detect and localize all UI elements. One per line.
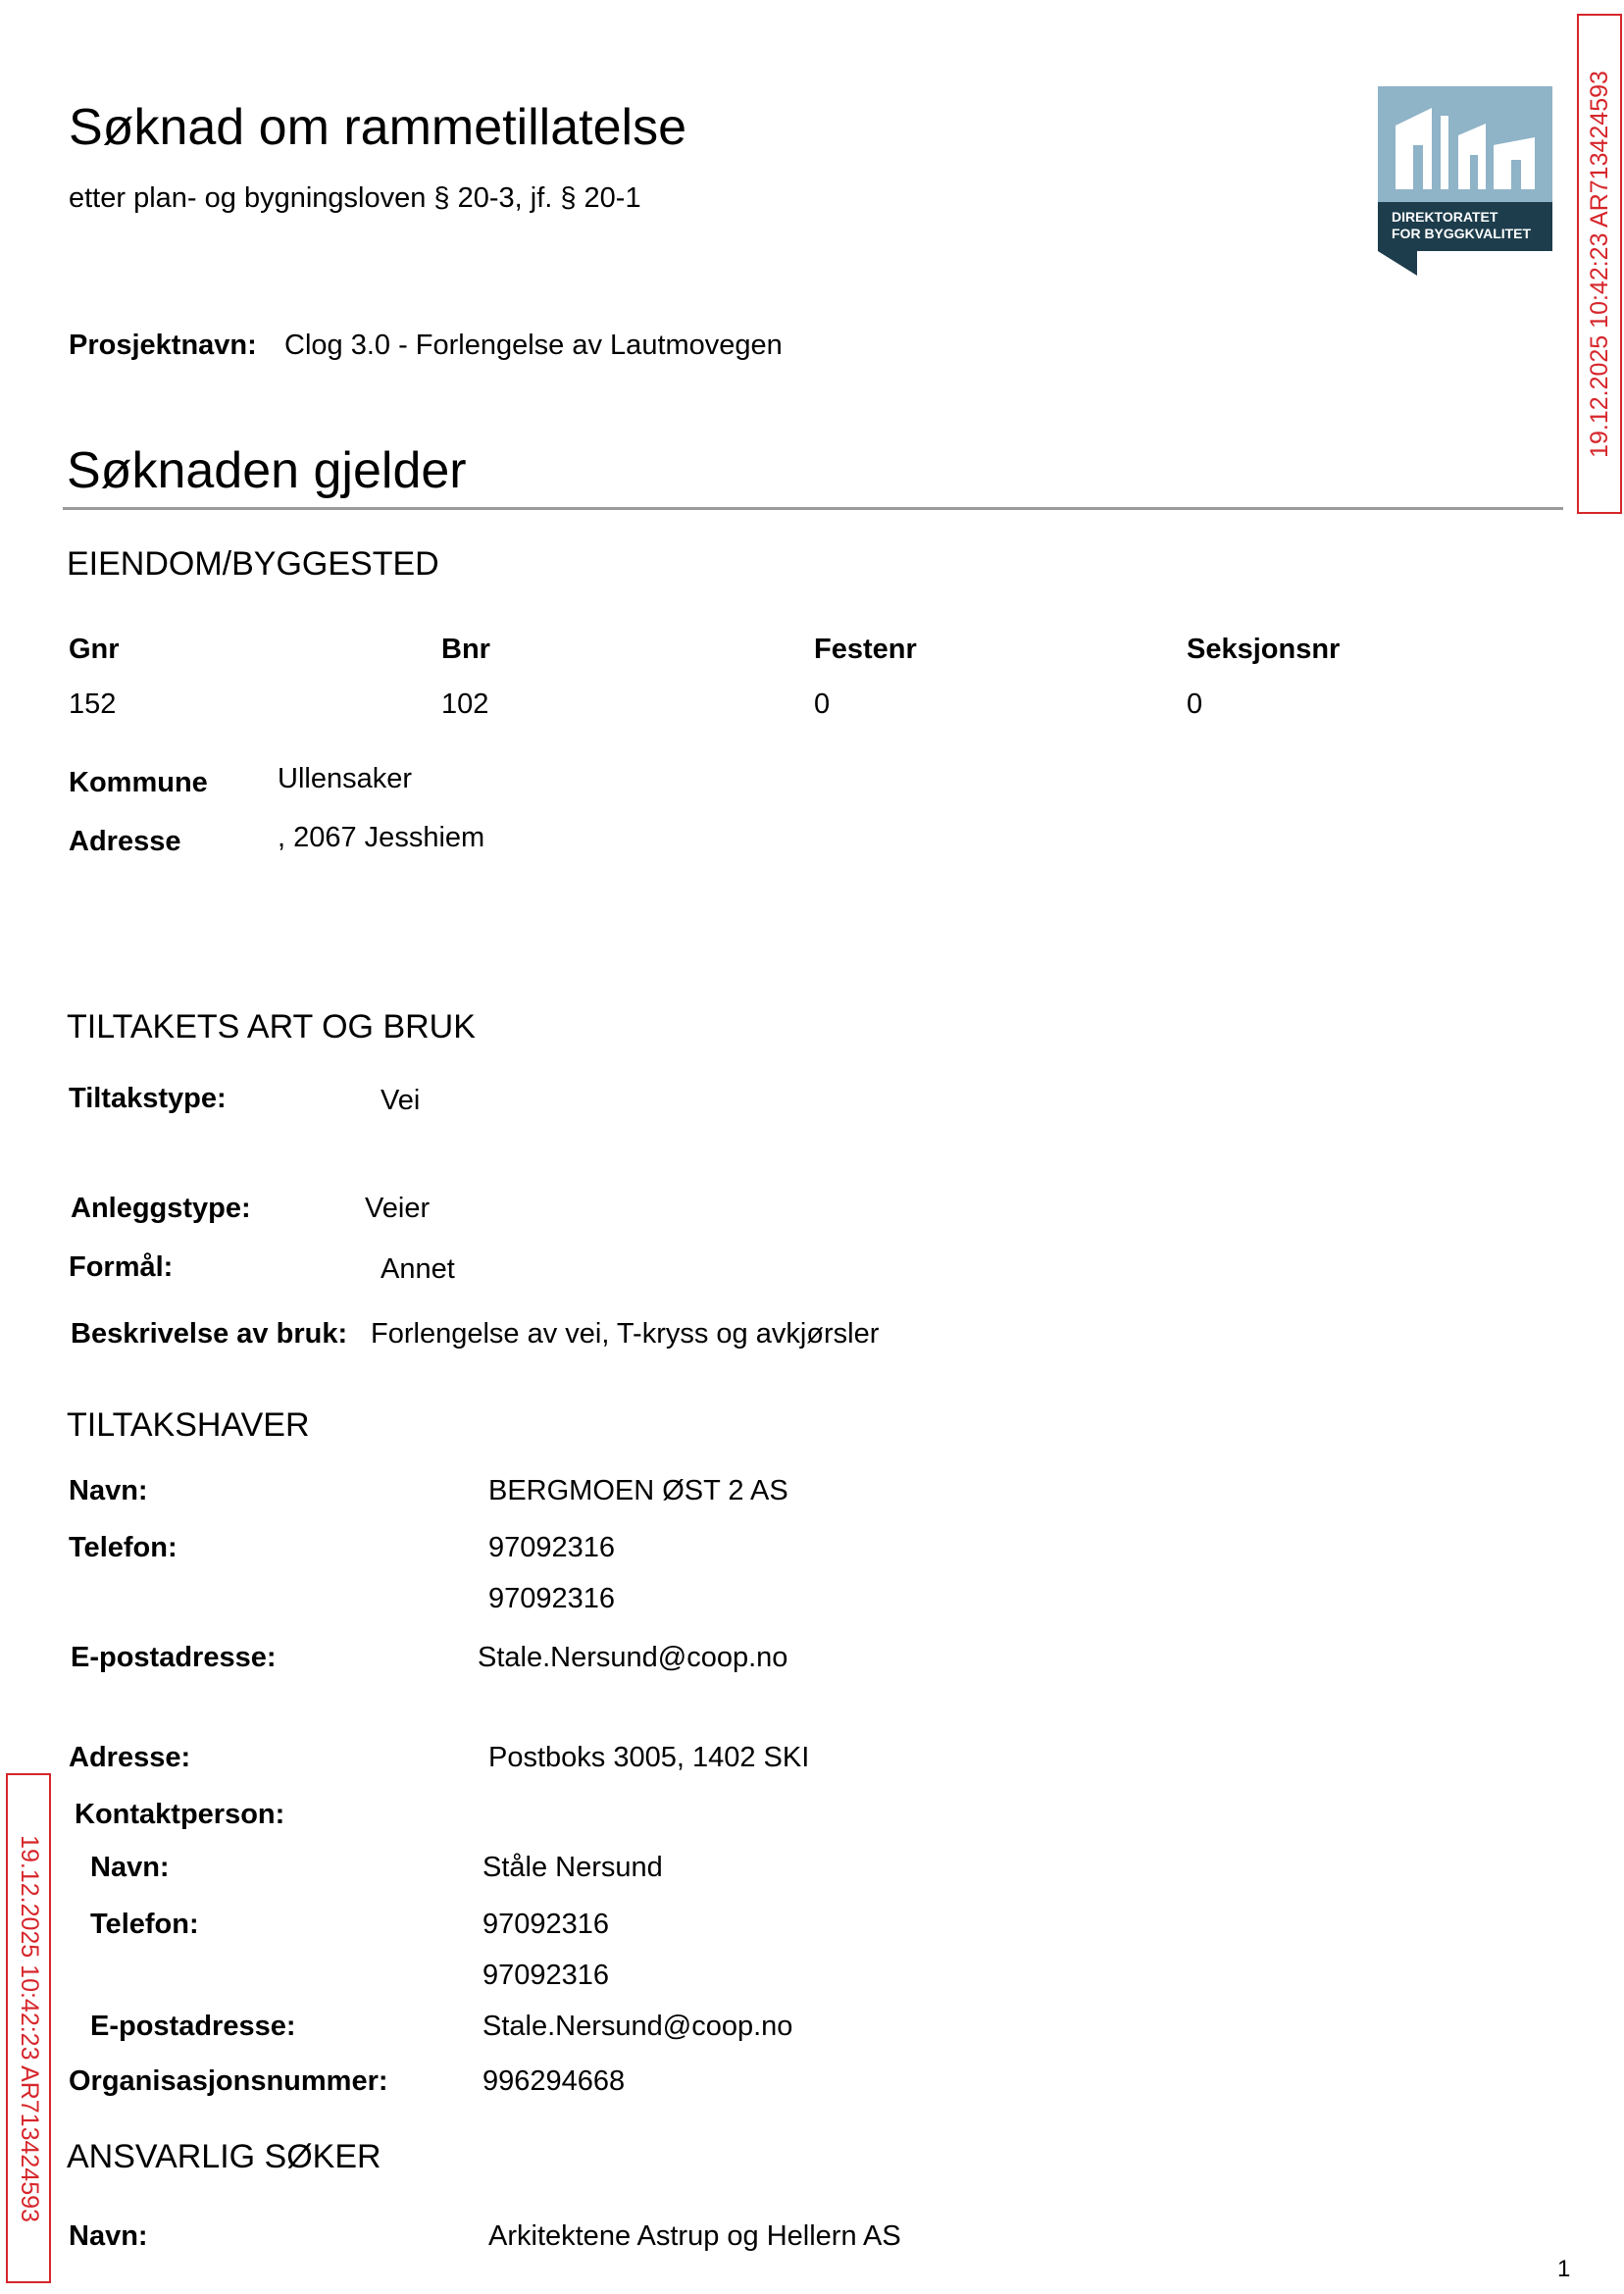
section-title: Søknaden gjelder <box>67 442 467 499</box>
facility-label: Anleggstype: <box>71 1193 251 1224</box>
purpose-value: Annet <box>381 1253 455 1285</box>
dibk-logo <box>1378 86 1554 278</box>
page-number: 1 <box>1557 2256 1571 2282</box>
owner-email-label: E-postadresse: <box>71 1642 277 1673</box>
gnr-label: Gnr <box>69 634 120 665</box>
received-stamp-left: 19.12.2025 10:42:23 AR713424593 <box>6 1773 51 2283</box>
applicant-name-value: Arkitektene Astrup og Hellern AS <box>488 2220 901 2252</box>
municipality-value: Ullensaker <box>278 763 412 794</box>
description-value: Forlengelse av vei, T-kryss og avkjørsler <box>371 1318 880 1350</box>
project-label: Prosjektnavn: <box>69 330 257 361</box>
received-stamp-top: 19.12.2025 10:42:23 AR713424593 <box>1577 14 1622 514</box>
address-value: , 2067 Jesshiem <box>278 822 485 853</box>
contact-phone-value-2: 97092316 <box>482 1960 610 1991</box>
contact-phone-value-1: 97092316 <box>482 1909 610 1940</box>
svg-text:FOR BYGGKVALITET: FOR BYGGKVALITET <box>1392 226 1532 241</box>
contact-email-label: E-postadresse: <box>90 2011 296 2042</box>
document-subtitle: etter plan- og bygningsloven § 20-3, jf. § 20-1 <box>69 182 641 214</box>
seksjonsnr-label: Seksjonsnr <box>1187 634 1341 665</box>
seksjonsnr-value: 0 <box>1187 688 1203 720</box>
facility-value: Veier <box>365 1193 431 1224</box>
org-number-value: 996294668 <box>482 2065 626 2097</box>
owner-name-value: BERGMOEN ØST 2 AS <box>488 1475 788 1506</box>
contact-phone-label: Telefon: <box>90 1909 199 1940</box>
document-title: Søknad om rammetillatelse <box>69 99 686 156</box>
contact-name-value: Ståle Nersund <box>482 1852 663 1883</box>
gnr-value: 152 <box>69 688 117 720</box>
owner-address-value: Postboks 3005, 1402 SKI <box>488 1742 810 1773</box>
owner-email-value: Stale.Nersund@coop.no <box>478 1642 788 1673</box>
bnr-label: Bnr <box>441 634 490 665</box>
owner-name-label: Navn: <box>69 1475 148 1506</box>
owner-phone-value-1: 97092316 <box>488 1532 616 1563</box>
address-label: Adresse <box>69 826 181 857</box>
dibk-logo-icon <box>1378 86 1554 278</box>
owner-heading: TILTAKSHAVER <box>67 1406 310 1444</box>
contact-name-label: Navn: <box>90 1852 170 1883</box>
owner-phone-value-2: 97092316 <box>488 1583 616 1614</box>
municipality-label: Kommune <box>69 767 208 798</box>
purpose-label: Formål: <box>69 1251 174 1283</box>
description-label: Beskrivelse av bruk: <box>71 1318 348 1350</box>
project-value: Clog 3.0 - Forlengelse av Lautmovegen <box>284 330 783 361</box>
contact-email-value: Stale.Nersund@coop.no <box>482 2011 793 2042</box>
property-heading: EIENDOM/BYGGESTED <box>67 545 439 583</box>
contact-label: Kontaktperson: <box>75 1799 285 1830</box>
measure-heading: TILTAKETS ART OG BRUK <box>67 1008 476 1045</box>
org-number-label: Organisasjonsnummer: <box>69 2065 388 2097</box>
measure-type-value: Vei <box>381 1085 421 1116</box>
owner-phone-label: Telefon: <box>69 1532 178 1563</box>
festenr-value: 0 <box>814 688 831 720</box>
measure-type-label: Tiltakstype: <box>69 1083 227 1114</box>
bnr-value: 102 <box>441 688 489 720</box>
applicant-name-label: Navn: <box>69 2220 148 2252</box>
section-divider <box>63 507 1563 510</box>
svg-text:DIREKTORATET: DIREKTORATET <box>1392 209 1498 225</box>
festenr-label: Festenr <box>814 634 917 665</box>
owner-address-label: Adresse: <box>69 1742 191 1773</box>
applicant-heading: ANSVARLIG SØKER <box>67 2138 381 2175</box>
